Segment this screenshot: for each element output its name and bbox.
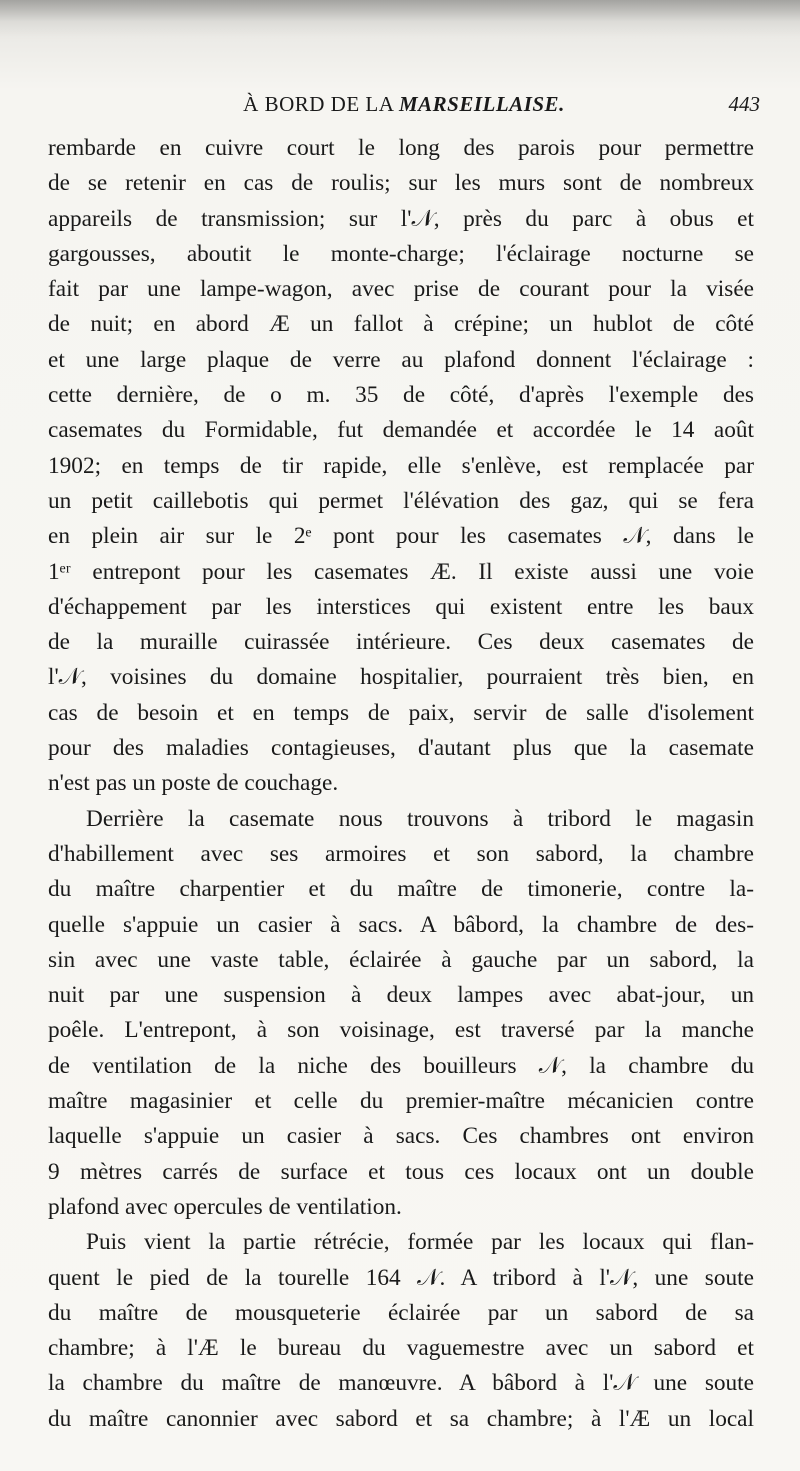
text-line: quelle s'appuie un casier à sacs. A bâbord, la chambre de des- (48, 911, 754, 938)
paragraph (48, 131, 754, 802)
text-line: Derrière la casemate nous trouvons à tribord le magasin (86, 805, 754, 832)
text-line: n'est pas un poste de couchage. (48, 770, 339, 797)
scan-edge-shadow (0, 0, 800, 36)
text-line: chambre; à l'Æ le bureau du vaguemestre avec un sabord et (48, 1335, 754, 1362)
paragraph (48, 1225, 754, 1437)
text-line: du maître canonnier avec sabord et sa chambre; à l'Æ un local (48, 1405, 754, 1432)
text-line: plafond avec opercules de ventilation. (48, 1193, 402, 1220)
text-line: cette dernière, de o m. 35 de côté, d'après l'exemple des (48, 382, 754, 409)
text-line: appareils de transmission; sur l'𝒩, près du parc à obus et (48, 205, 754, 232)
text-line: cas de besoin et en temps de paix, servir de salle d'isolement (48, 699, 754, 726)
text-line: nuit par une suspension à deux lampes avec abat-jour, un (48, 982, 754, 1009)
text-line: de se retenir en cas de roulis; sur les murs sont de nombreux (48, 170, 754, 197)
text-line: maître magasinier et celle du premier-maître mécanicien contre (48, 1088, 754, 1115)
text-line: 1902; en temps de tir rapide, elle s'enlève, est remplacée par (48, 452, 754, 479)
text-line: gargousses, aboutit le monte-charge; l'éclairage nocturne se (48, 240, 754, 267)
running-title-ship-name: MARSEILLAISE. (399, 92, 565, 116)
paragraph (48, 802, 754, 1226)
text-line: d'échappement par les interstices qui existent entre les baux (48, 593, 754, 620)
running-title (48, 92, 760, 117)
text-line: laquelle s'appuie un casier à sacs. Ces chambres ont environ (48, 1123, 754, 1150)
text-line: de nuit; en abord Æ un fallot à crépine; un hublot de côté (48, 311, 754, 338)
text-line: fait par une lampe-wagon, avec prise de courant pour la visée (48, 276, 754, 303)
text-line: quent le pied de la tourelle 164 𝒩. A tribord à l'𝒩, une soute (48, 1264, 754, 1291)
text-line: du maître charpentier et du maître de timonerie, contre la- (48, 876, 754, 903)
running-title-prefix: À BORD DE LA (243, 92, 399, 116)
text-line: l'𝒩, voisines du domaine hospitalier, pourraient très bien, en (48, 664, 754, 691)
text-line: pour des maladies contagieuses, d'autant plus que la casemate (48, 735, 754, 762)
text-line: d'habillement avec ses armoires et son sabord, la chambre (48, 840, 754, 867)
text-line: et une large plaque de verre au plafond donnent l'éclairage : (48, 346, 754, 373)
text-line: sin avec une vaste table, éclairée à gauche par un sabord, la (48, 946, 754, 973)
text-line: un petit caillebotis qui permet l'élévation des gaz, qui se fera (48, 487, 754, 514)
text-line: en plein air sur le 2ᵉ pont pour les casemates 𝒩, dans le (48, 523, 754, 550)
text-line: rembarde en cuivre court le long des parois pour permettre (48, 135, 754, 161)
text-line: de ventilation de la niche des bouilleurs 𝒩, la chambre du (48, 1052, 754, 1079)
text-line: Puis vient la partie rétrécie, formée par les locaux qui flan- (86, 1229, 754, 1256)
text-line: la chambre du maître de manœuvre. A bâbord à l'𝒩 une soute (48, 1370, 754, 1397)
page-number: 443 (728, 92, 760, 116)
text-line: du maître de mousqueterie éclairée par un sabord de sa (48, 1299, 754, 1326)
page-body (48, 131, 754, 1437)
text-line: casemates du Formidable, fut demandée et accordée le 14 août (48, 417, 754, 444)
text-line: de la muraille cuirassée intérieure. Ces deux casemates de (48, 629, 754, 656)
text-line: 1ᵉʳ entrepont pour les casemates Æ. Il existe aussi une voie (48, 558, 754, 585)
text-line: 9 mètres carrés de surface et tous ces locaux ont un double (48, 1158, 754, 1185)
running-header (48, 92, 760, 122)
text-line: poêle. L'entrepont, à son voisinage, est traversé par la manche (48, 1017, 754, 1044)
